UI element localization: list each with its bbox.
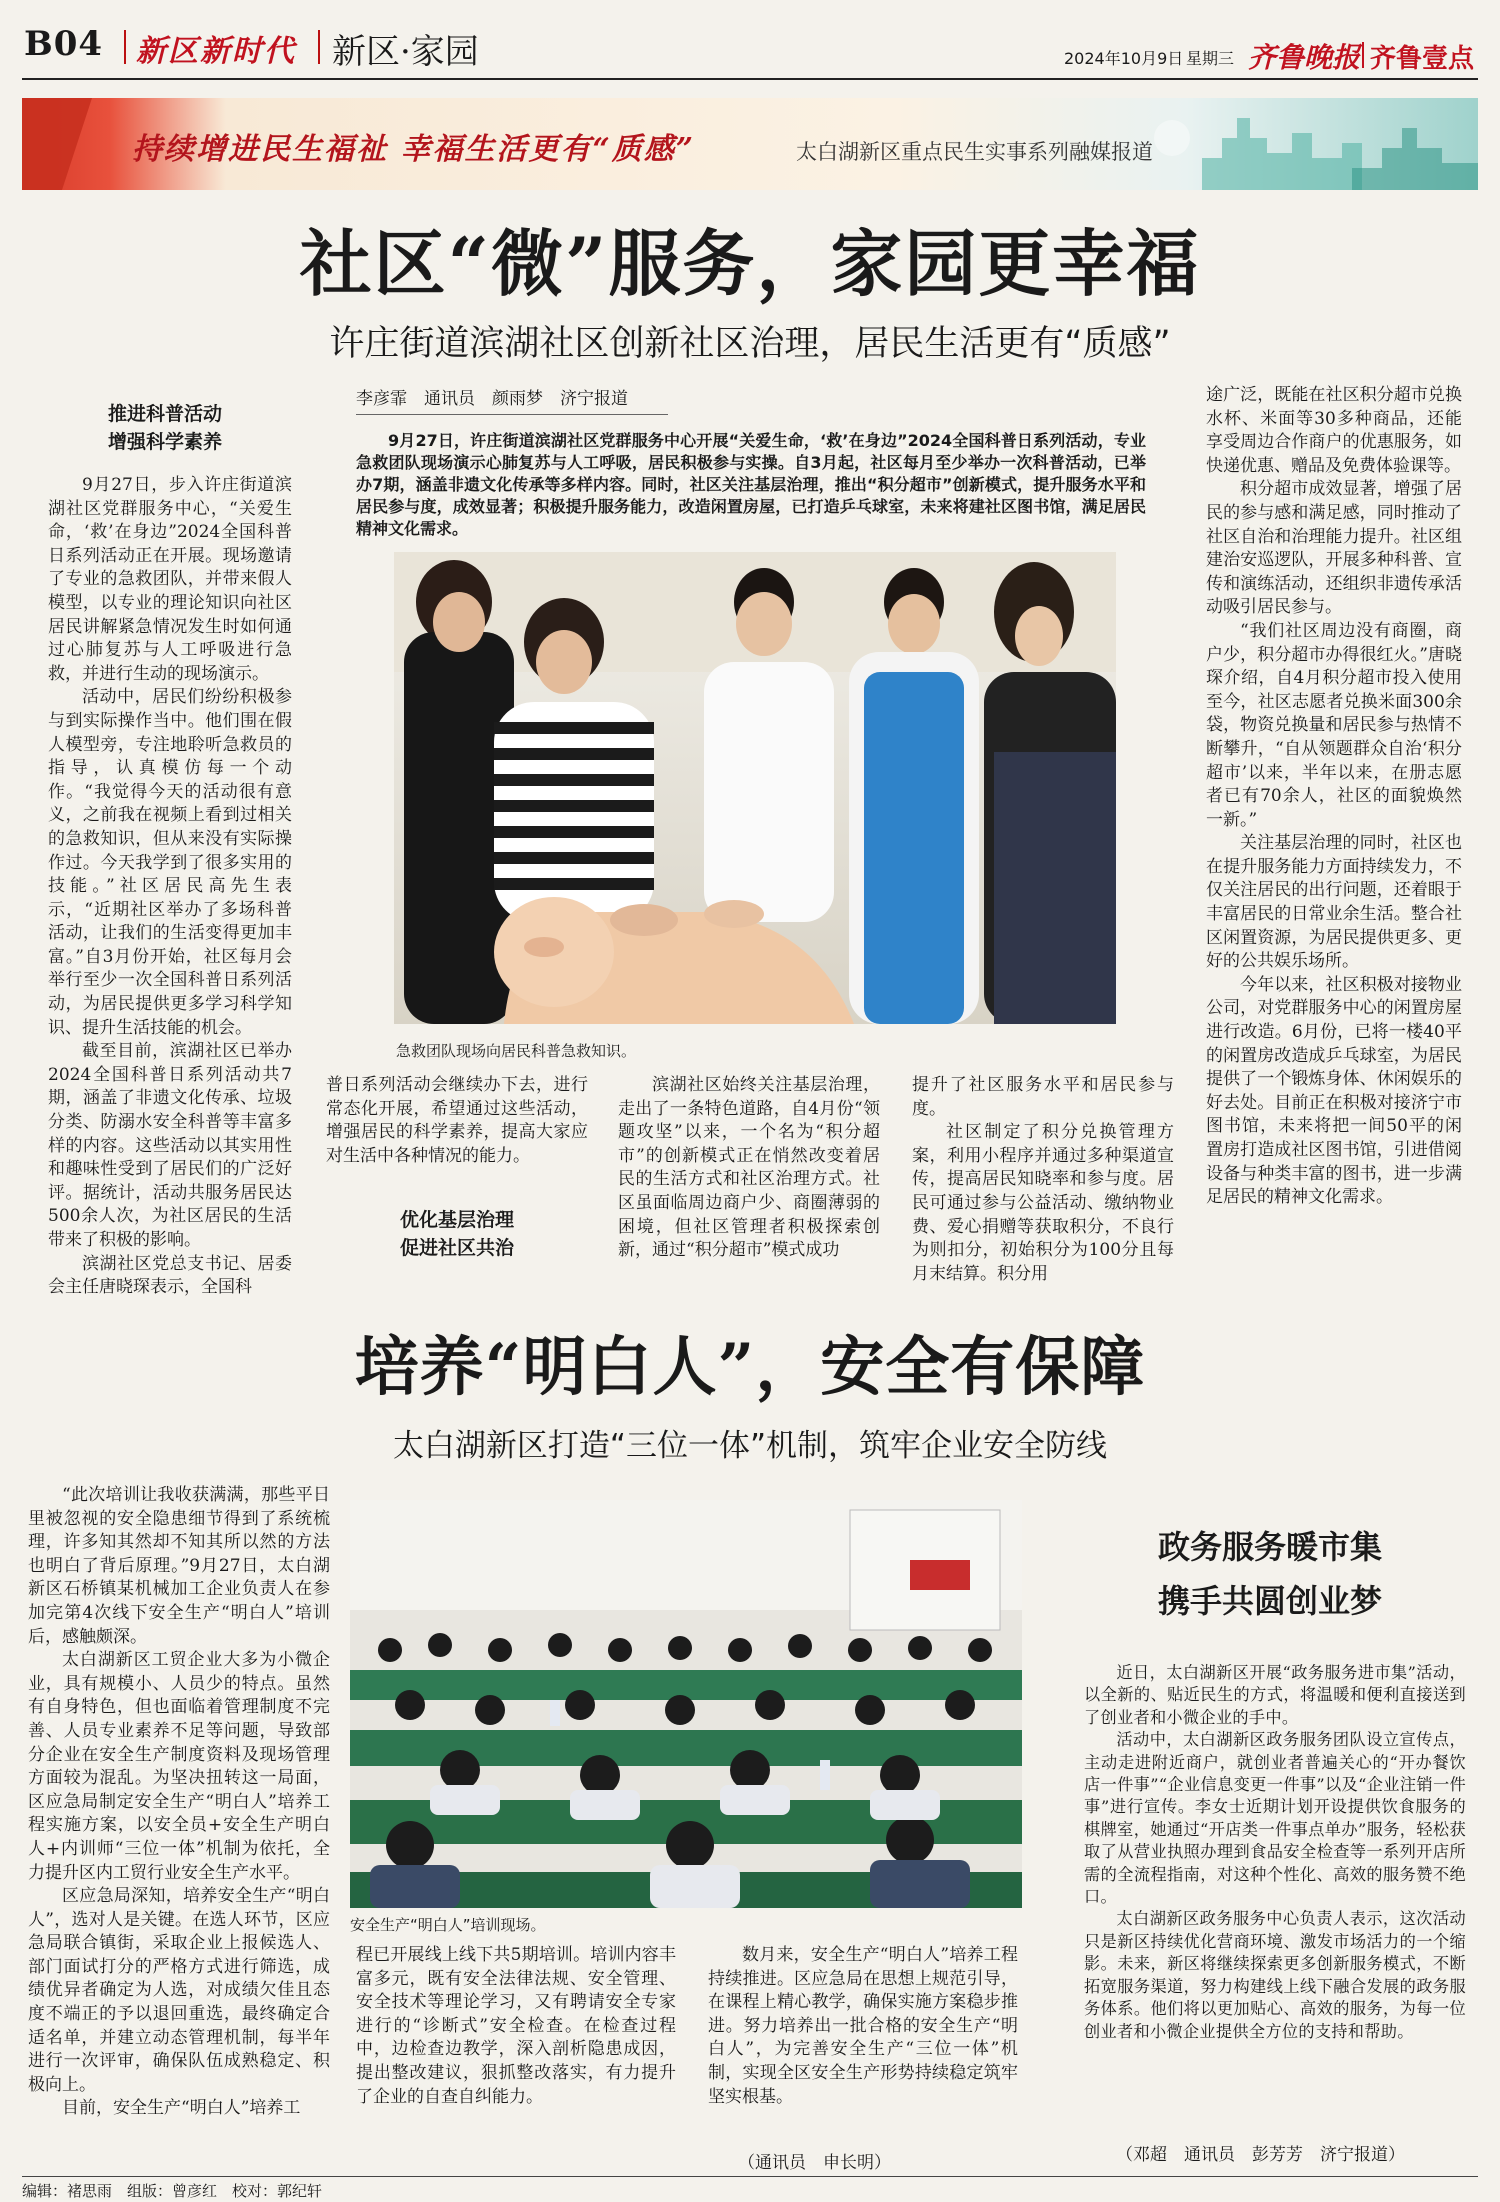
paragraph: 区应急局深知，培养安全生产“明白人”，选对人是关键。在选人环节，区应急局联合镇街，采取企业上报候选人、部门面试打分的严格方式进行筛选，成绩优异者确定为人选，对成绩欠佳且态度不端正的予以退回重选，最终确定合适名单，并建立动态管理机制，每半年进行一次评审，确保队伍成熟稳定、积极向上。 xyxy=(28,1886,330,2095)
paragraph: 程已开展线上线下共5期培训。培训内容丰富多元，既有安全法律法规、安全管理、安全技术等理论学习，又有聘请安全专家进行的“诊断式”安全检查。在检查过程中，边检查边教学，深入剖析隐患成因，提出整改建议，狠抓整改落实，有力提升了企业的自查自纠能力。 xyxy=(356,1945,676,2107)
page-number: B04 xyxy=(24,24,104,64)
article1-heading2 xyxy=(326,1206,588,1262)
paragraph: 普日系列活动会继续办下去，进行常态化开展，希望通过这些活动，增强居民的科学素养，提高大家应对生活中各种情况的能力。 xyxy=(326,1075,588,1166)
article1-column-3 xyxy=(618,1074,880,1288)
paragraph: 活动中，居民们纷纷积极参与到实际操作当中。他们围在假人模型旁，专注地聆听急救员的指导，认真模仿每一个动作。“我觉得今天的活动很有意义，之前我在视频上看到过相关的急救知识，但从来没有实际操作过。今天我学到了很多实用的技能。”社区居民高先生表示，“近期社区举办了多场科普活动，让我们的生活变得更加丰富。”自3月份开始，社区每月会举行至少一次全国科普日系列活动，为居民提供更多学习科学知识、提升生活技能的机会。 xyxy=(48,687,292,1038)
footer-editors: 编辑：褚思雨 组版：曾彦红 校对：郭纪轩 xyxy=(22,2182,323,2200)
heading-line: 增强科学素养 xyxy=(107,431,222,453)
article3-title xyxy=(1070,1520,1470,1628)
article2-column-3 xyxy=(708,1944,1018,2144)
paragraph: 活动中，太白湖新区政务服务团队设立宣传点，主动走进附近商户，就创业者普遍关心的“开办餐饮店一件事”“企业信息变更一件事”以及“企业注销一件事”进行宣传。李女士近期计划开设提供饮食服务的棋牌室，她通过“开店类一件事点单办”服务，轻松获取了从营业执照办理到食品安全检查等一系列开店所需的全流程指南，对这种个性化、高效的服务赞不绝口。 xyxy=(1084,1730,1466,1907)
divider xyxy=(1362,42,1364,68)
divider xyxy=(124,30,126,64)
paragraph: 今年以来，社区积极对接物业公司，对党群服务中心的闲置房屋进行改造。6月份，已将一楼40平的闲置房改造成乒乓球室，为居民提供了一个锻炼身体、休闲娱乐的好去处。目前正在积极对接济宁市图书馆，未来将把一间50平的闲置房打造成社区图书馆，引进借阅设备与种类丰富的图书，进一步满足居民的精神文化需求。 xyxy=(1206,974,1462,1208)
section-name: 新区·家园 xyxy=(332,32,479,72)
heading-line: 优化基层治理 xyxy=(399,1209,514,1231)
article1-subtitle: 许庄街道滨湖社区创新社区治理，居民生活更有“质感” xyxy=(329,324,1171,364)
article2-byline: （通讯员 申长明） xyxy=(738,2153,891,2173)
article3-byline: （邓超 通讯员 彭芳芳 济宁报道） xyxy=(1116,2145,1405,2165)
article1-lead xyxy=(356,430,1146,540)
banner xyxy=(22,98,1478,190)
issue-weekday: 星期三 xyxy=(1186,49,1235,68)
paragraph: 太白湖新区工贸企业大多为小微企业，具有规模小、人员少的特点。虽然有自身特色，但也面临着管理制度不完善、人员专业素养不足等问题，导致部分企业在安全生产制度资料及现场管理方面较为混乱。为坚决扭转这一局面，区应急局制定安全生产“明白人”培养工程实施方案，以安全员+安全生产明白人+内训师“三位一体”机制为依托，全力提升区内工贸行业安全生产水平。 xyxy=(28,1650,330,1883)
banner-series: 太白湖新区重点民生实事系列融媒报道 xyxy=(796,140,1153,164)
paragraph: 数月来，安全生产“明白人”培养工程持续推进。区应急局在思想上规范引导，在课程上精心教学，确保实施方案稳步推进。努力培养出一批合格的安全生产“明白人”，为完善安全生产“三位一体”机制，实现全区安全生产形势持续稳定筑牢坚实根基。 xyxy=(708,1945,1018,2107)
article1-title: 社区“微”服务，家园更幸福 xyxy=(299,221,1201,306)
paragraph: 关注基层治理的同时，社区也在提升服务能力方面持续发力，不仅关注居民的出行问题，还着眼于丰富居民的日常业余生活。整合社区闲置资源，为居民提供更多、更好的公共娱乐场所。 xyxy=(1206,833,1462,972)
issue-date: 2024年10月9日 xyxy=(1064,49,1184,68)
article1-column-5 xyxy=(1206,384,1462,1294)
article2-title: 培养“明白人”，安全有保障 xyxy=(354,1330,1146,1405)
article1-column-2 xyxy=(326,1074,588,1194)
article1-photo-caption: 急救团队现场向居民科普急救知识。 xyxy=(396,1042,637,1060)
safety-training-photo xyxy=(350,1500,1022,1908)
article1-heading1 xyxy=(40,400,290,456)
paragraph: 提升了社区服务水平和居民参与度。 xyxy=(912,1075,1174,1119)
title-line: 政务服务暖市集 xyxy=(1157,1528,1382,1566)
paragraph: 近日，太白湖新区开展“政务服务进市集”活动，以全新的、贴近民生的方式，将温暖和便利直接送到了创业者和小微企业的手中。 xyxy=(1084,1663,1466,1727)
byline-rule xyxy=(356,414,668,415)
article1-byline: 李彦霏 通讯员 颜雨梦 济宁报道 xyxy=(356,389,628,409)
paragraph: “此次培训让我收获满满，那些平日里被忽视的安全隐患细节得到了系统梳理，许多知其然却不知其所以然的方法也明白了背后原理。”9月27日，太白湖新区石桥镇某机械加工企业负责人在参加完第4次线下安全生产“明白人”培训后，感触颇深。 xyxy=(28,1485,330,1647)
paper-logo: 齐鲁晚报 xyxy=(1248,41,1361,74)
article1-photo xyxy=(394,552,1116,1024)
footer-rule xyxy=(22,2176,1478,2177)
article1-column-4 xyxy=(912,1074,1174,1288)
divider xyxy=(318,30,320,64)
title-line: 携手共圆创业梦 xyxy=(1157,1582,1382,1620)
article3-body xyxy=(1084,1662,1466,2138)
section-logo: 新区新时代 xyxy=(136,34,296,69)
article2-photo xyxy=(350,1500,1022,1908)
paragraph: 太白湖新区政务服务中心负责人表示，这次活动只是新区持续优化营商环境、激发市场活力的一个缩影。未来，新区将继续探索更多创新服务模式，不断拓宽服务渠道，努力构建线上线下融合发展的政务服务体系。他们将以更加贴心、高效的服务，为每一位创业者和小微企业提供全方位的支持和帮助。 xyxy=(1084,1909,1466,2041)
paragraph: “我们社区周边没有商圈，商户少，积分超市办得很红火。”唐晓琛介绍，自4月积分超市投入使用至今，社区志愿者兑换米面300余袋，物资兑换量和居民参与热情不断攀升，“自从领题群众自治‘积分超市’以来，半年以来，在册志愿者已有70余人，社区的面貌焕然一新。” xyxy=(1206,620,1462,830)
paragraph: 截至目前，滨湖社区已举办2024全国科普日系列活动共7期，涵盖了非遗文化传承、垃圾分类、防溺水安全科普等丰富多样的内容。这些活动以其实用性和趣味性受到了居民们的广泛好评。据统计，活动共服务居民达500余人次，为社区居民的生活带来了积极的影响。 xyxy=(48,1041,292,1250)
heading-line: 推进科普活动 xyxy=(107,403,222,425)
article2-subtitle: 太白湖新区打造“三位一体”机制，筑牢企业安全防线 xyxy=(392,1428,1108,1464)
paragraph: 途广泛，既能在社区积分超市兑换水杯、米面等30多种商品，还能享受周边合作商户的优惠服务，如快递优惠、赠品及免费体验课等。 xyxy=(1206,385,1462,476)
heading-line: 促进社区共治 xyxy=(399,1237,514,1259)
first-aid-training-photo xyxy=(394,552,1116,1024)
article2-column-1 xyxy=(28,1484,330,2174)
paragraph: 9月27日，步入许庄街道滨湖社区党群服务中心，“关爱生命，‘救’在身边”2024全国科普日系列活动正在开展。现场邀请了专业的急救团队，并带来假人模型，以专业的理论知识向社区居民讲解紧急情况发生时如何通过心肺复苏与人工呼吸进行急救，并进行生动的现场演示。 xyxy=(48,475,292,684)
article1-column-1 xyxy=(48,474,292,1300)
banner-slogan: 持续增进民生福祉 幸福生活更有“质感” xyxy=(132,132,695,167)
paragraph: 社区制定了积分兑换管理方案，利用小程序并通过多种渠道宣传，提高居民知晓率和参与度。居民可通过参与公益活动、缴纳物业费、爱心捐赠等获取积分，不良行为则扣分，初始积分为100分且每月末结算。积分用 xyxy=(912,1122,1174,1284)
paragraph: 积分超市成效显著，增强了居民的参与感和满足感，同时推动了社区自治和治理能力提升。社区组建治安巡逻队，开展多种科普、宣传和演练活动，还组织非遗传承活动吸引居民参与。 xyxy=(1206,479,1462,618)
paragraph: 滨湖社区党总支书记、居委会主任唐晓琛表示，全国科 xyxy=(48,1253,292,1298)
masthead-rule xyxy=(22,78,1478,80)
paragraph: 滨湖社区始终关注基层治理，走出了一条特色道路，自4月份“领题攻坚”以来，一个名为“积分超市”的创新模式正在悄然改变着居民的生活方式和社区治理方式。社区虽面临周边商户少、商圈薄弱的困境，但社区管理者积极探索创新，通过“积分超市”模式成功 xyxy=(618,1075,880,1261)
article2-column-2 xyxy=(356,1944,676,2174)
lead-paragraph: 9月27日，许庄街道滨湖社区党群服务中心开展“关爱生命，‘救’在身边”2024全国科普日系列活动，专业急救团队现场演示心肺复苏与人工呼吸，居民积极参与实操。自3月起，社区每月至少举办一次科普活动，已举办7期，涵盖非遗文化传承等多样内容。同时，社区关注基层治理，推出“积分超市”创新模式，提升服务水平和居民参与度，成效显著；积极提升服务能力，改造闲置房屋，已打造乒乓球室，未来将建社区图书馆，满足居民精神文化需求。 xyxy=(356,431,1146,538)
article2-photo-caption: 安全生产“明白人”培训现场。 xyxy=(350,1916,546,1934)
paragraph: 目前，安全生产“明白人”培养工 xyxy=(62,2098,301,2119)
brand-logo: 齐鲁壹点 xyxy=(1370,44,1475,74)
